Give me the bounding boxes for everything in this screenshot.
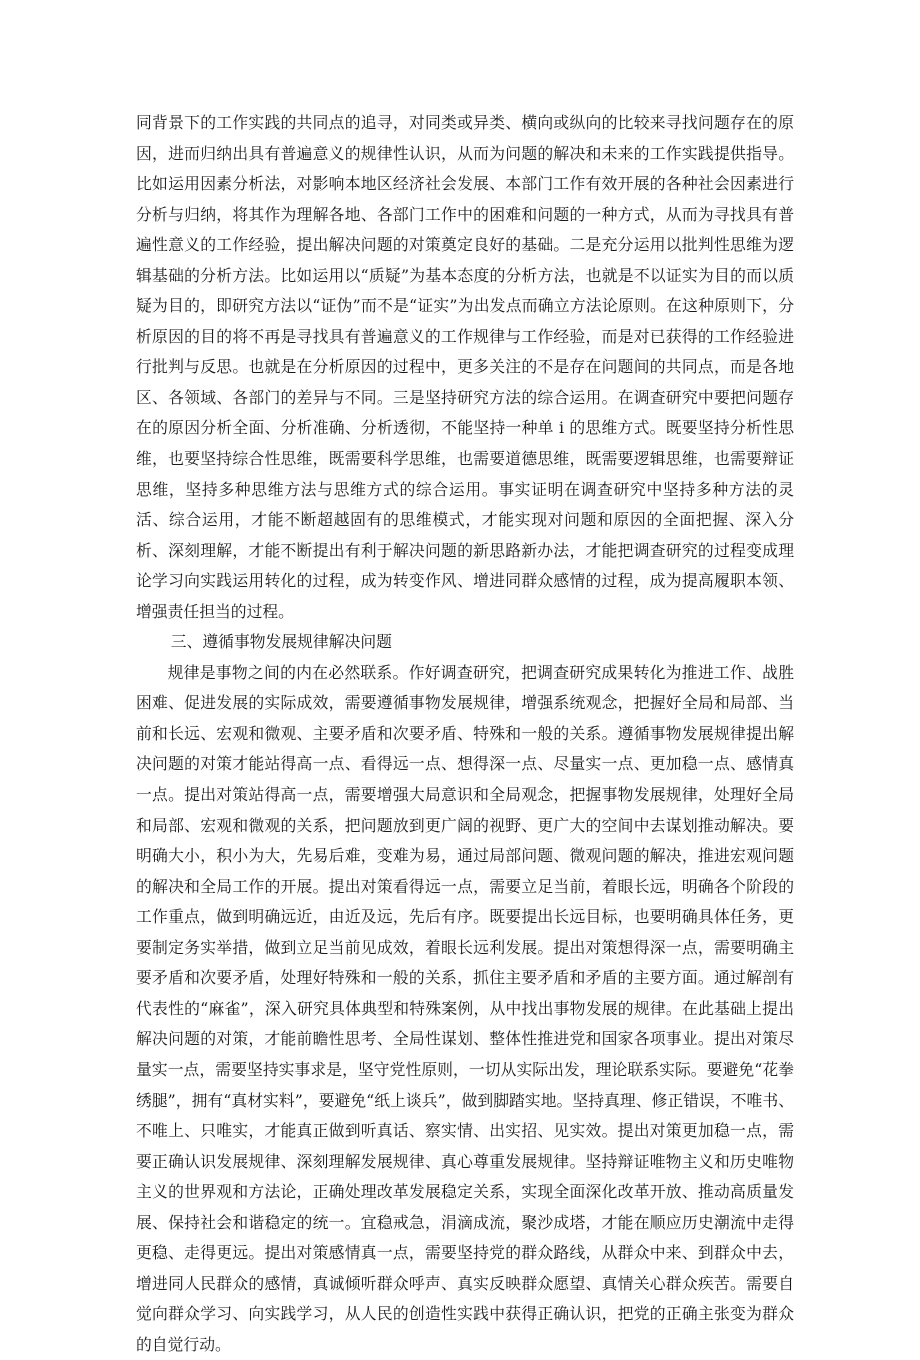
document-page xyxy=(136,108,794,1360)
paragraph-main: 规律是事物之间的内在必然联系。作好调查研究，把调查研究成果转化为推进工作、战胜困难、促进发展的实际成效，需要遵循事物发展规律，增强系统观念，把握好全局和局部、当前和长远、宏观和微观、主要矛盾和次要矛盾、特殊和一般的关系。遵循事物发展规律提出解决问题的对策才能站得高一点、看得远一点、想得深一点、尽量实一点、更加稳一点、感情真一点。提出对策站得高一点，需要增强大局意识和全局观念，把握事物发展规律，处理好全局和局部、宏观和微观的关系，把问题放到更广阔的视野、更广大的空间中去谋划推动解决。要明确大小，积小为大，先易后难，变难为易，通过局部问题、微观问题的解决，推进宏观问题的解决和全局工作的开展。提出对策看得远一点，需要立足当前，着眼长远，明确各个阶段的工作重点，做到明确远近，由近及远，先后有序。既要提出长远目标，也要明确具体任务，更要制定务实举措，做到立足当前见成效，着眼长远利发展。提出对策想得深一点，需要明确主要矛盾和次要矛盾，处理好特殊和一般的关系，抓住主要矛盾和矛盾的主要方面。通过解剖有代表性的“麻雀”，深入研究具体典型和特殊案例，从中找出事物发展的规律。在此基础上提出解决问题的对策，才能前瞻性思考、全局性谋划、整体性推进党和国家各项事业。提出对策尽量实一点，需要坚持实事求是，坚守党性原则，一切从实际出发，理论联系实际。要避免“花拳绣腿”，拥有“真材实料”，要避免“纸上谈兵”，做到脚踏实地。坚持真理、修正错误，不唯书、不唯上、只唯实，才能真正做到听真话、察实情、出实招、见实效。提出对策更加稳一点，需要正确认识发展规律、深刻理解发展规律、真心尊重发展规律。坚持辩证唯物主义和历史唯物主义的世界观和方法论，正确处理改革发展稳定关系，实现全面深化改革开放、推动高质量发展、保持社会和谐稳定的统一。宜稳戒急，涓滴成流，聚沙成塔，才能在顺应历史潮流中走得更稳、走得更远。提出对策感情真一点，需要坚持党的群众路线，从群众中来、到群众中去，增进同人民群众的感情，真诚倾听群众呼声、真实反映群众愿望、真情关心群众疾苦。需要自觉向群众学习、向实践学习，从人民的创造性实践中获得正确认识，把党的正确主张变为群众的自觉行动。 xyxy=(136,662,794,1354)
paragraph-continued: 同背景下的工作实践的共同点的追寻，对同类或异类、横向或纵向的比较来寻找问题存在的原因，进而归纳出具有普遍意义的规律性认识，从而为问题的解决和未来的工作实践提供指导。比如运用因素分析法，对影响本地区经济社会发展、本部门工作有效开展的各种社会因素进行分析与归纳，将其作为理解各地、各部门工作中的困难和问题的一种方式，从而为寻找具有普遍性意义的工作经验，提出解决问题的对策奠定良好的基础。二是充分运用以批判性思维为逻辑基础的分析方法。比如运用以“质疑”为基本态度的分析方法，也就是不以证实为目的而以质疑为目的，即研究方法以“证伪”而不是“证实”为出发点而确立方法论原则。在这种原则下，分析原因的目的将不再是寻找具有普遍意义的工作规律与工作经验，而是对已获得的工作经验进行批判与反思。也就是在分析原因的过程中，更多关注的不是存在问题间的共同点，而是各地区、各领域、各部门的差异与不同。三是坚持研究方法的综合运用。在调查研究中要把问题存在的原因分析全面、分析准确、分析透彻，不能坚持一种单 i 的思维方式。既要坚持分析性思维，也要坚持综合性思维，既需要科学思维，也需要道德思维，既需要逻辑思维，也需要辩证思维，坚持多种思维方法与思维方式的综合运用。事实证明在调查研究中坚持多种方法的灵活、综合运用，才能不断超越固有的思维模式，才能实现对问题和原因的全面把握、深入分析、深刻理解，才能不断提出有利于解决问题的新思路新办法，才能把调查研究的过程变成理论学习向实践运用转化的过程，成为转变作风、增进同群众感情的过程，成为提高履职本领、增强责任担当的过程。 xyxy=(136,113,794,621)
section-heading: 三、遵循事物发展规律解决问题 xyxy=(170,632,392,652)
